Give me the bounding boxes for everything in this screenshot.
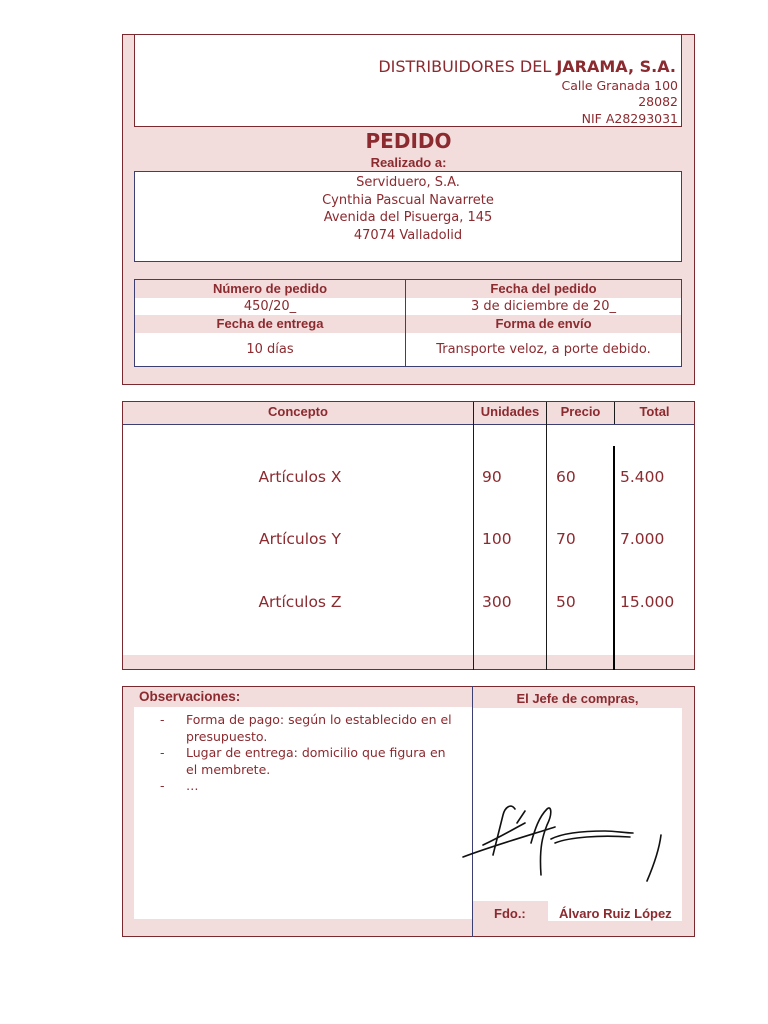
item-total: 7.000 [620, 530, 665, 548]
col-separator-total [613, 446, 615, 670]
order-number-value: 450/20_ [135, 298, 405, 315]
list-dash: - [160, 778, 165, 793]
col-separator-price [546, 402, 547, 670]
observation-item [160, 745, 460, 778]
item-total: 5.400 [620, 468, 665, 486]
order-number-label: Número de pedido [135, 280, 405, 298]
list-dash: - [160, 712, 165, 727]
observations-title: Observaciones: [139, 689, 241, 704]
list-dash: - [160, 745, 165, 760]
company-name [378, 57, 676, 76]
client-company: Serviduero, S.A. [356, 175, 460, 190]
company-name-prefix: DISTRIBUIDORES DEL [378, 57, 557, 76]
client-city: 47074 Valladolid [353, 228, 463, 243]
made-to-label: Realizado a: [370, 155, 447, 170]
order-details-table [134, 279, 682, 367]
observation-item [160, 778, 460, 795]
observation-text: Lugar de entrega: domicilio que figura en el membrete. [186, 745, 446, 777]
order-date-value: 3 de diciembre de 20_ [406, 298, 681, 315]
item-total: 15.000 [620, 593, 675, 611]
item-units: 300 [482, 593, 512, 611]
company-nif: NIF A28293031 [581, 111, 678, 126]
item-price: 60 [556, 468, 576, 486]
observation-text: Forma de pago: según lo establecido en el presupuesto. [186, 712, 452, 744]
table-divider [405, 280, 406, 366]
item-price: 50 [556, 593, 576, 611]
shipping-method-value: Transporte veloz, a porte debido. [406, 333, 681, 366]
item-units: 90 [482, 468, 502, 486]
item-price: 70 [556, 530, 576, 548]
item-concept: Artículos Y [259, 530, 341, 548]
col-header-concept: Concepto [268, 404, 328, 419]
client-contact: Cynthia Pascual Navarrete [322, 193, 494, 208]
signature-role: El Jefe de compras, [516, 691, 639, 706]
observation-text: … [186, 778, 199, 793]
col-separator-total-head [614, 402, 615, 424]
company-street: Calle Granada 100 [561, 78, 678, 93]
company-postal: 28082 [638, 94, 678, 109]
shipping-method-label: Forma de envío [406, 315, 681, 333]
observations-list [160, 712, 460, 795]
col-header-units: Unidades [480, 404, 540, 419]
observation-item [160, 712, 460, 745]
order-date-label: Fecha del pedido [406, 280, 681, 298]
client-address: Avenida del Pisuerga, 145 [323, 210, 493, 225]
col-separator-units [473, 402, 474, 670]
handwritten-signature [455, 795, 675, 890]
item-units: 100 [482, 530, 512, 548]
col-header-total: Total [639, 404, 670, 419]
signed-label: Fdo.: [494, 906, 526, 921]
item-concept: Artículos Z [258, 593, 342, 611]
signer-name: Álvaro Ruiz López [559, 906, 672, 921]
col-header-price: Precio [560, 404, 601, 419]
company-name-bold: JARAMA, S.A. [556, 57, 676, 76]
item-concept: Artículos X [258, 468, 342, 486]
document-title: PEDIDO [365, 129, 452, 153]
items-footer-row [123, 655, 694, 669]
delivery-date-label: Fecha de entrega [135, 315, 405, 333]
delivery-date-value: 10 días [135, 333, 405, 366]
